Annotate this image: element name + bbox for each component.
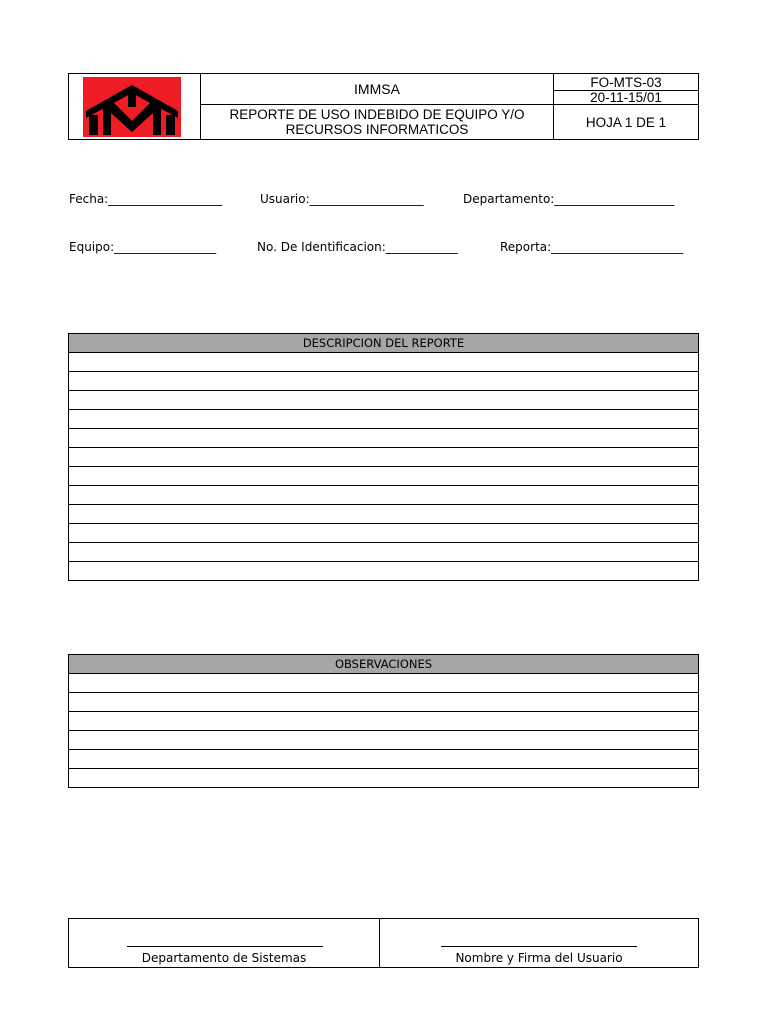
observations-title: OBSERVACIONES [69, 655, 698, 674]
observation-row[interactable] [69, 731, 698, 750]
description-title: DESCRIPCION DEL REPORTE [69, 334, 698, 353]
identificacion-field[interactable]: No. De Identificacion:____________ [257, 240, 458, 254]
description-row[interactable] [69, 372, 698, 391]
immsa-logo [83, 77, 181, 137]
description-row[interactable] [69, 486, 698, 505]
description-row[interactable] [69, 524, 698, 543]
description-row[interactable] [69, 353, 698, 372]
signature-label-usuario: Nombre y Firma del Usuario [455, 951, 623, 965]
description-rows [69, 353, 698, 580]
form-title: REPORTE DE USO INDEBIDO DE EQUIPO Y/O RECURSOS INFORMATICOS [201, 105, 554, 139]
departamento-field[interactable]: Departamento:____________________ [463, 192, 675, 206]
revision-code: 20-11-15/01 [554, 91, 698, 105]
description-row[interactable] [69, 429, 698, 448]
description-table [68, 333, 699, 581]
observation-row[interactable] [69, 712, 698, 731]
observation-row[interactable] [69, 769, 698, 787]
description-row[interactable] [69, 391, 698, 410]
observation-row[interactable] [69, 693, 698, 712]
description-row[interactable] [69, 448, 698, 467]
description-row[interactable] [69, 543, 698, 562]
observations-table [68, 654, 699, 788]
observations-rows [69, 674, 698, 787]
description-row[interactable] [69, 467, 698, 486]
signature-line[interactable] [441, 946, 637, 947]
signature-cell-usuario [380, 919, 698, 967]
observation-row[interactable] [69, 750, 698, 769]
signature-cell-sistemas [69, 919, 380, 967]
usuario-field[interactable]: Usuario:___________________ [260, 192, 424, 206]
sheet-number: HOJA 1 DE 1 [585, 114, 667, 130]
description-row[interactable] [69, 410, 698, 429]
signature-table [68, 918, 699, 968]
signature-line[interactable] [127, 946, 323, 947]
document-header [68, 73, 699, 140]
fecha-field[interactable]: Fecha:___________________ [69, 192, 223, 206]
form-code: FO-MTS-03 [554, 74, 698, 91]
observation-row[interactable] [69, 674, 698, 693]
equipo-field[interactable]: Equipo:_________________ [69, 240, 217, 254]
description-row[interactable] [69, 562, 698, 580]
company-name: IMMSA [201, 74, 554, 105]
reporta-field[interactable]: Reporta:______________________ [500, 240, 684, 254]
logo-cell [69, 74, 201, 139]
description-row[interactable] [69, 505, 698, 524]
signature-label-sistemas: Departamento de Sistemas [141, 951, 307, 965]
